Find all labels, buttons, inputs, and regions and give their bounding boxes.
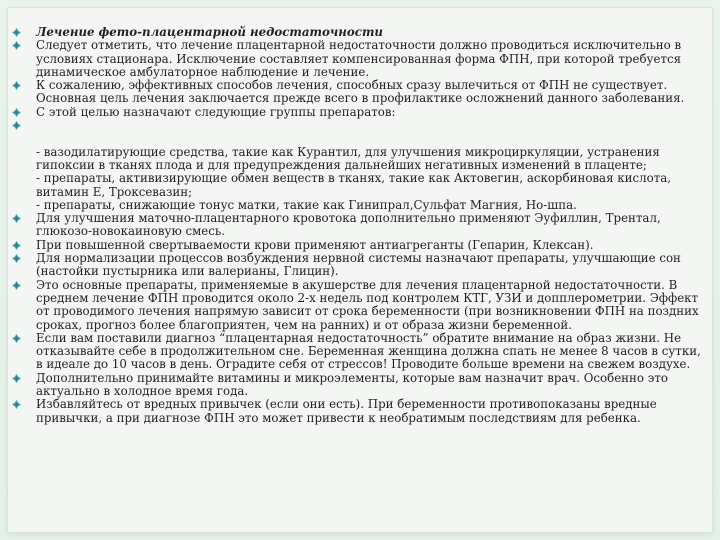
list-item-text: Для нормализации процессов возбуждения нервной системы назначают препараты, улучшающие сон (настойки пустырника или валерианы, Глицин).	[36, 251, 681, 279]
list-item-text: Для улучшения маточно-плацентарного кровотока дополнительно применяют Эуфиллин, Трентал, глюкозо-новокаиновую смесь.	[36, 211, 661, 239]
list-item	[8, 26, 708, 39]
bullet-icon	[12, 28, 21, 37]
list-item	[8, 119, 708, 212]
list-item	[8, 252, 708, 279]
bullet-icon	[12, 400, 21, 409]
bullet-icon	[12, 374, 21, 383]
list-item-text: Следует отметить, что лечение плацентарной недостаточности должно проводиться исключительно в условиях стационара. Исключение составляет компенсированная форма ФПН, при которой требуется динамическое амбулаторное наблюдение и лечение.	[36, 38, 682, 79]
list-item-text: Это основные препараты, применяемые в акушерстве для лечения плацентарной недостаточности. В среднем лечение ФПН проводится около 2-х недель под контролем КТГ, УЗИ и допплерометрии. Эффект от проводимого лечения напрямую зависит от срока беременности (при возникновении ФПН на поздних сроках, прогноз более благоприятен, чем на ранних) и от образа жизни беременной.	[36, 277, 699, 332]
content-panel	[8, 8, 712, 532]
list-item	[8, 79, 708, 106]
bullet-icon	[12, 41, 21, 50]
list-item-text: - вазодилатирующие средства, такие как Курантил, для улучшения микроциркуляции, устранения гипоксии в тканях плода и для предупреждения дальнейших негативных изменений в плаценте; - препараты, активизирующие обмен веществ в тканях, такие как Актовегин, аскорбиновая кислота, витамин Е, Троксевазин; - препараты, снижающие тонус матки, такие как Гинипрал,Сульфат Магния, Но-шпа.	[36, 144, 672, 212]
bullet-icon	[12, 81, 21, 90]
list-item-text: Если вам поставили диагноз “плацентарная недостаточность” обратите внимание на образ жизни. Не отказывайте себе в продолжительном сне. Беременная женщина должна спать не менее 8 часов в сутки, в идеале до 10 часов в день. Оградите себя от стрессов! Проводите больше времени на свежем воздухе.	[36, 330, 701, 372]
list-item-text: Избавляйтесь от вредных привычек (если они есть). При беременности противопоказаны вредные привычки, а при диагнозе ФПН это может привести к необратимым последствиям для ребенка.	[36, 397, 657, 425]
bullet-icon	[12, 254, 21, 263]
list-item-text: При повышенной свертываемости крови применяют антиагреганты (Гепарин, Клексан).	[36, 237, 594, 252]
list-item	[8, 372, 708, 399]
bullet-icon	[12, 334, 21, 343]
list-item	[8, 398, 708, 425]
bullet-list	[8, 26, 708, 425]
list-item-text: С этой целью назначают следующие группы препаратов:	[36, 104, 396, 119]
list-item-text: Лечение фето-плацентарной недостаточности	[36, 25, 383, 39]
bullet-icon	[12, 214, 21, 223]
list-item	[8, 239, 708, 252]
bullet-icon	[12, 121, 21, 130]
bullet-icon	[12, 281, 21, 290]
list-item	[8, 279, 708, 332]
list-item	[8, 332, 708, 372]
list-item	[8, 106, 708, 119]
list-item	[8, 39, 708, 79]
bullet-icon	[12, 241, 21, 250]
bullet-icon	[12, 108, 21, 117]
list-item-text: Дополнительно принимайте витамины и микроэлементы, которые вам назначит врач. Особенно это актуально в холодное время года.	[36, 370, 668, 399]
list-item	[8, 212, 708, 239]
list-item-text: К сожалению, эффективных способов лечения, способных сразу вылечиться от ФПН не существует. Основная цель лечения заключается прежде всего в профилактике осложнений данного заболевания.	[36, 78, 685, 106]
